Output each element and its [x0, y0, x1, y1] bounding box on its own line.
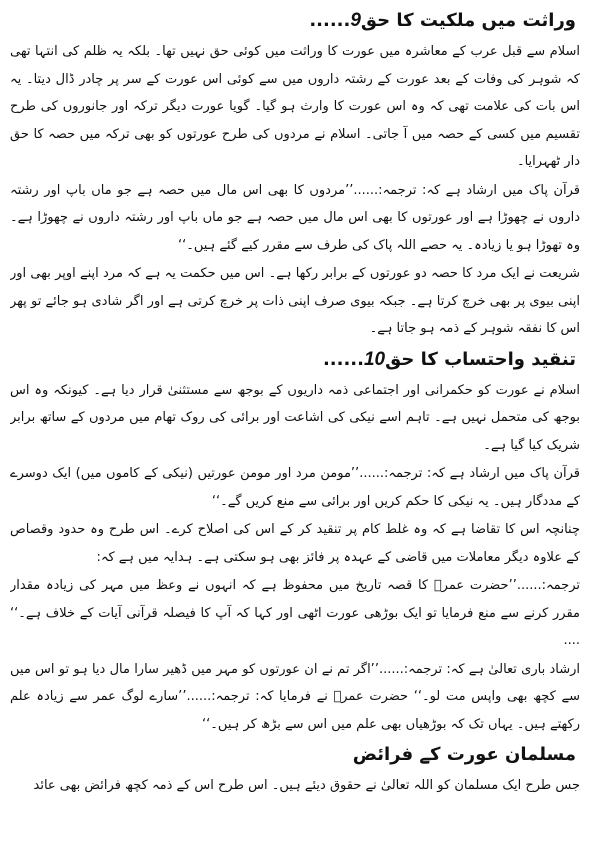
paragraph: ترجمہ:......’’حضرت عمرؓ کا قصہ تاریخ میں محفوظ ہے کہ انہوں نے وعظ میں مہر کی زیادہ مقدار مقرر کرنے سے منع فرمایا تو ایک بوڑھی عورت اٹھی اور کہا کہ آپ کا فیصلہ قرآنی آیات کے خلاف ہے۔‘‘ ....: [10, 578, 580, 648]
section-heading-number: 9: [350, 10, 361, 31]
paragraph: اسلام سے قبل عرب کے معاشرہ میں عورت کا وراثت میں کوئی حق نہیں تھا۔ بلکہ یہ ظلم کی انتہا تھی کہ شوہر کی وفات کے بعد عورت کے رشتہ داروں میں سے کوئی اس عورت کے سر پر چادر ڈال دیتا۔ یہ اس بات کی علامت تھی کہ وہ اس عورت کا وارث ہو گیا۔ گویا عورت دیگر ترکہ اور جانوروں کی طرح تقسیم میں کسی کے حصہ میں آ جاتی۔ اسلام نے مردوں کی طرح عورتوں کو بھی ترکہ میں حصہ کا حق دار ٹھہرایا۔: [10, 44, 580, 169]
paragraph: شریعت نے ایک مرد کا حصہ دو عورتوں کے برابر رکھا ہے۔ اس میں حکمت یہ ہے کہ مرد اپنے اوپر بھی اور اپنی بیوی پر بھی خرچ کرتا ہے۔ جبکہ بیوی صرف اپنی ذات پر خرچ کرتی ہے اور اگر شادی ہو جائے تو پھر اس کا نفقہ شوہر کے ذمہ ہو جاتا ہے۔: [10, 266, 580, 336]
paragraph: قرآن پاک میں ارشاد ہے کہ: ترجمہ:......’’مومن مرد اور مومن عورتیں (نیکی کے کاموں میں) ایک دوسرے کے مددگار ہیں۔ یہ نیکی کا حکم کریں اور برائی سے منع کریں گے۔‘‘: [10, 466, 580, 509]
paragraph: چنانچہ اس کا تقاضا ہے کہ وہ غلط کام پر تنقید کر کے اس کی اصلاح کرے۔ اس طرح وہ حدود وقصاص کے علاوہ دیگر معاملات میں قاضی کے عہدہ پر فائز بھی ہو سکتی ہے۔ ہدایہ میں ہے کہ:: [10, 522, 580, 565]
paragraph: ارشاد باری تعالیٰ ہے کہ: ترجمہ:......’’اگر تم نے ان عورتوں کو مہر میں ڈھیر سارا مال دیا ہو تو اس میں سے کچھ بھی واپس مت لو۔‘‘ حضرت عمرؓ نے فرمایا کہ: ترجمہ:......’’سارے لوگ عمر سے زیادہ علم رکھتے ہیں۔ یہاں تک کہ بوڑھیاں بھی علم میں اس سے بڑھ کر ہیں۔‘‘: [10, 661, 580, 732]
section-heading-title: ......تنقید واحتساب کا حق: [322, 348, 576, 370]
paragraph: جس طرح ایک مسلمان کو اللہ تعالیٰ نے حقوق دیئے ہیں۔ اس طرح اس کے ذمہ کچھ فرائض بھی عائد: [33, 778, 580, 793]
section-heading-inheritance: [10, 6, 576, 36]
section-heading-criticism: [10, 345, 576, 375]
document-page: [10, 4, 580, 860]
section-heading-number: 10: [363, 348, 386, 370]
paragraph: قرآن پاک میں ارشاد ہے کہ: ترجمہ:......’’مردوں کا بھی اس مال میں حصہ ہے جو ماں باپ اور رشتہ داروں نے چھوڑا ہے اور عورتوں کا بھی اس مال میں حصہ ہے جو ماں باپ اور رشتہ داروں نے چھوڑا ہے۔ وہ تھوڑا ہو یا زیادہ۔ یہ حصے اللہ پاک کی طرف سے مقرر کیے گئے ہیں۔‘‘: [10, 182, 580, 253]
section-heading-duties: [10, 740, 576, 770]
section-heading-title: مسلمان عورت کے فرائض: [352, 744, 576, 765]
paragraph: اسلام نے عورت کو حکمرانی اور اجتماعی ذمہ داریوں کے بوجھ سے مستثنیٰ قرار دیا ہے۔ کیونکہ وہ اس بوجھ کی متحمل نہیں ہے۔ تاہم اسے نیکی کی اشاعت اور برائی کی روک تھام میں مردوں کے ساتھ برابر شریک کیا گیا ہے۔: [10, 382, 580, 453]
section-heading-title: ......وراثت میں ملکیت کا حق: [309, 10, 576, 31]
